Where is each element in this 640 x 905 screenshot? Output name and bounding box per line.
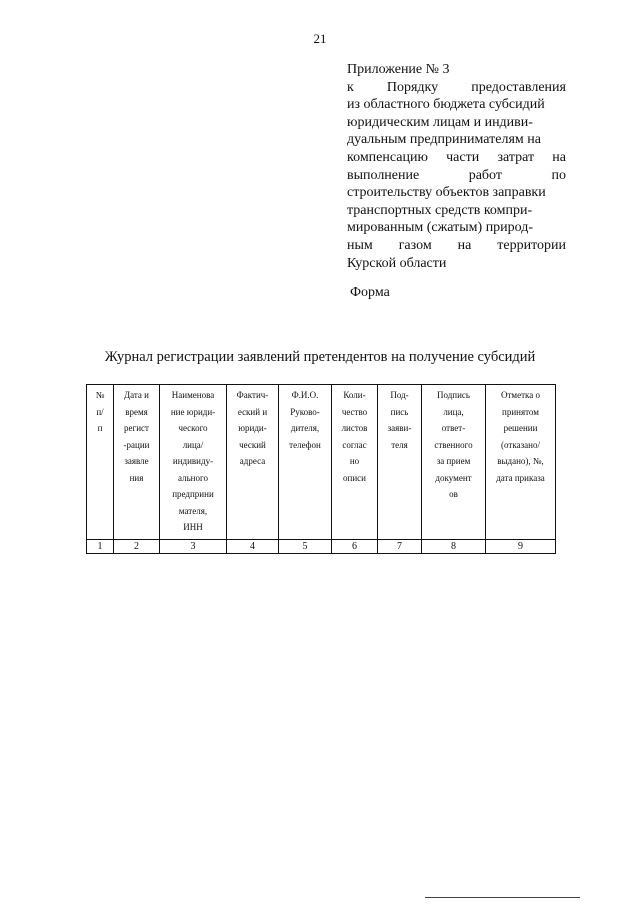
appendix-word: Порядку xyxy=(386,79,439,95)
column-number: 6 xyxy=(332,540,378,554)
appendix-word: транспортных средств компри- xyxy=(347,202,533,218)
appendix-line xyxy=(347,131,566,149)
appendix-word: на xyxy=(552,149,566,165)
header-cell-responsible-signature: Подпись лица, ответ- ственного за прием документ ов xyxy=(422,385,486,540)
column-number: 7 xyxy=(378,540,422,554)
appendix-line xyxy=(347,114,566,132)
column-number: 3 xyxy=(160,540,227,554)
appendix-word: выполнение xyxy=(347,167,420,183)
header-cell-address: Фактич- еский и юриди- ческий адреса xyxy=(227,385,279,540)
header-cell-name: Наименова ние юриди- ческого лица/ индивиду- ального предприни мателя, ИНН xyxy=(160,385,227,540)
header-cell-decision: Отметка о принятом решении (отказано/ выдано), №, дата приказа xyxy=(486,385,556,540)
appendix-block xyxy=(347,61,566,272)
appendix-line xyxy=(347,167,566,185)
column-number: 4 xyxy=(227,540,279,554)
appendix-line xyxy=(347,219,566,237)
column-number: 9 xyxy=(486,540,556,554)
appendix-word: по xyxy=(551,167,566,183)
appendix-text xyxy=(347,79,566,273)
appendix-word: на xyxy=(457,237,472,253)
table-header-row xyxy=(87,385,556,540)
header-cell-number: № п/ п xyxy=(87,385,114,540)
footer-divider xyxy=(425,897,580,898)
appendix-word: части xyxy=(446,149,480,165)
header-cell-date: Дата и время регист -рации заявле ния xyxy=(114,385,160,540)
appendix-line xyxy=(347,184,566,202)
header-cell-director: Ф.И.О. Руково- дителя, телефон xyxy=(279,385,332,540)
appendix-line xyxy=(347,149,566,167)
appendix-word: территории xyxy=(497,237,566,253)
appendix-word: мированным (сжатым) природ- xyxy=(347,220,534,236)
appendix-word: строительству объектов заправки xyxy=(347,185,546,201)
column-number: 1 xyxy=(87,540,114,554)
registration-table xyxy=(86,384,556,554)
table-number-row xyxy=(87,540,556,554)
appendix-line xyxy=(347,79,566,97)
appendix-word: предоставления xyxy=(471,79,566,95)
appendix-word: дуальным предпринимателям на xyxy=(347,132,541,148)
appendix-line xyxy=(347,96,566,114)
appendix-word: из областного бюджета субсидий xyxy=(347,97,545,113)
column-number: 5 xyxy=(279,540,332,554)
appendix-line xyxy=(347,237,566,255)
header-cell-applicant-signature: Под- пись заяви- теля xyxy=(378,385,422,540)
appendix-word: Курской области xyxy=(347,255,447,271)
appendix-word: работ xyxy=(468,167,502,183)
appendix-title: Приложение № 3 xyxy=(347,62,450,77)
appendix-word: компенсацию xyxy=(347,149,428,165)
appendix-word: ным xyxy=(347,237,373,253)
column-number: 2 xyxy=(114,540,160,554)
appendix-word: к xyxy=(347,79,354,95)
appendix-line xyxy=(347,202,566,220)
appendix-word: затрат xyxy=(497,149,535,165)
appendix-line xyxy=(347,255,566,273)
page-number: 21 xyxy=(313,31,327,46)
appendix-word: газом xyxy=(398,237,432,253)
form-label: Форма xyxy=(350,285,390,300)
header-cell-sheets: Коли- чество листов соглас но описи xyxy=(332,385,378,540)
appendix-word: юридическим лицам и индиви- xyxy=(347,114,533,130)
column-number: 8 xyxy=(422,540,486,554)
journal-title: Журнал регистрации заявлений претендентов на получение субсидий xyxy=(104,349,536,365)
